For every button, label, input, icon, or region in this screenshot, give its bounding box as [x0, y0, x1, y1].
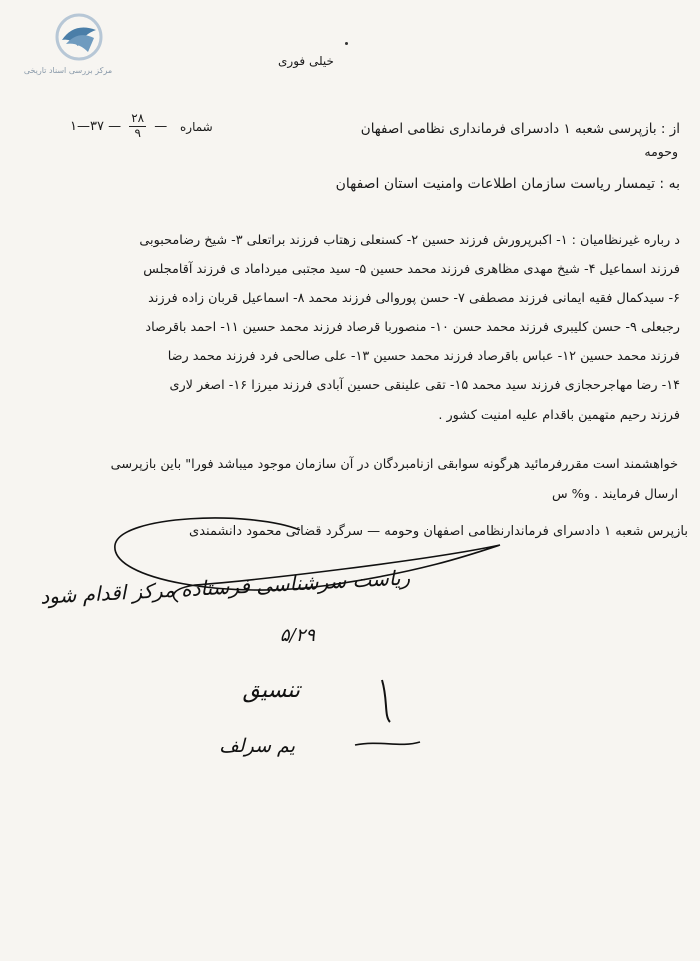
body-line: فرزند محمد حسین ۱۲- عباس باقرصاد فرزند محمد حسین ۱۳- علی صالحی فرد فرزند محمد رضا	[167, 349, 680, 364]
paper-mark	[345, 42, 348, 45]
number-bottom: ۹	[134, 125, 141, 140]
body-line: رجبعلی ۹- حسن کلیبری فرزند محمد حسن ۱۰- منصوربا قرصاد فرزند محمد حسین ۱۱- احمد باقرصاد	[145, 320, 680, 335]
body-line: فرزند اسماعیل ۴- شیخ مهدی مظاهری فرزند محمد حسین ۵- سید مجتبی میرداماد ی فرزند آقامجلس	[143, 262, 680, 277]
signature-line: بازپرس شعبه ۱ دادسرای فرماندارنظامی اصفهان وحومه — سرگرد قضائی محمود دانشمندی	[189, 524, 688, 539]
number-prefix: ۱—۳۷ —	[70, 118, 122, 134]
body-line: فرزند رحیم متهمین باقدام علیه امنیت کشور .	[438, 408, 680, 423]
handwritten-initials: تنسیق	[242, 678, 300, 703]
body-line: د رباره غیرنظامیان : ۱- اکبرپرورش فرزند حسین ۲- کسنعلی زهتاب فرزند براتعلی ۳- شیخ رضامحبوبی	[139, 233, 680, 248]
request-line-continued: ارسال فرمایند . و% س	[551, 487, 678, 502]
handwritten-closing: یم سرلف	[219, 735, 295, 757]
body-line: ۱۴- رضا مهاجرحجازی فرزند سید محمد ۱۵- تقی علینقی حسین آبادی فرزند میرزا ۱۶- اصغر لاری	[169, 378, 680, 393]
archive-logo	[18, 12, 118, 82]
pen-underline-stroke	[355, 742, 420, 745]
request-line: خواهشمند است مقررفرمائید هرگونه سوابقی ازنامبردگان در آن سازمان موجود میباشد فورا" باین بازپرسی	[110, 457, 678, 472]
pen-scribble-stroke	[382, 680, 390, 722]
handwritten-date: ۵/۲۹	[279, 625, 315, 646]
document-number	[70, 112, 167, 141]
sender-line-continued: وحومه	[644, 144, 678, 159]
number-top: ۲۸	[131, 111, 145, 125]
archive-emblem-icon	[44, 12, 114, 62]
handwritten-note: ریاست سرشناسی فرستاده مرکز اقدام شود	[39, 565, 411, 609]
number-label: شماره	[180, 120, 213, 134]
number-suffix: —	[154, 118, 168, 134]
logo-text: مرکز بررسی اسناد تاریخی	[23, 66, 113, 75]
recipient-line: به : تیمسار ریاست سازمان اطلاعات وامنیت استان اصفهان	[335, 176, 680, 192]
urgency-label: خیلی فوری	[278, 54, 334, 68]
number-fraction	[129, 112, 146, 141]
body-line: ۶- سیدکمال فقیه ایمانی فرزند مصطفی ۷- حسن پوروالی فرزند محمد ۸- اسماعیل قربان زاده فرزند	[148, 291, 680, 306]
sender-line: از : بازپرسی شعبه ۱ دادسرای فرمانداری نظامی اصفهان	[360, 121, 680, 137]
